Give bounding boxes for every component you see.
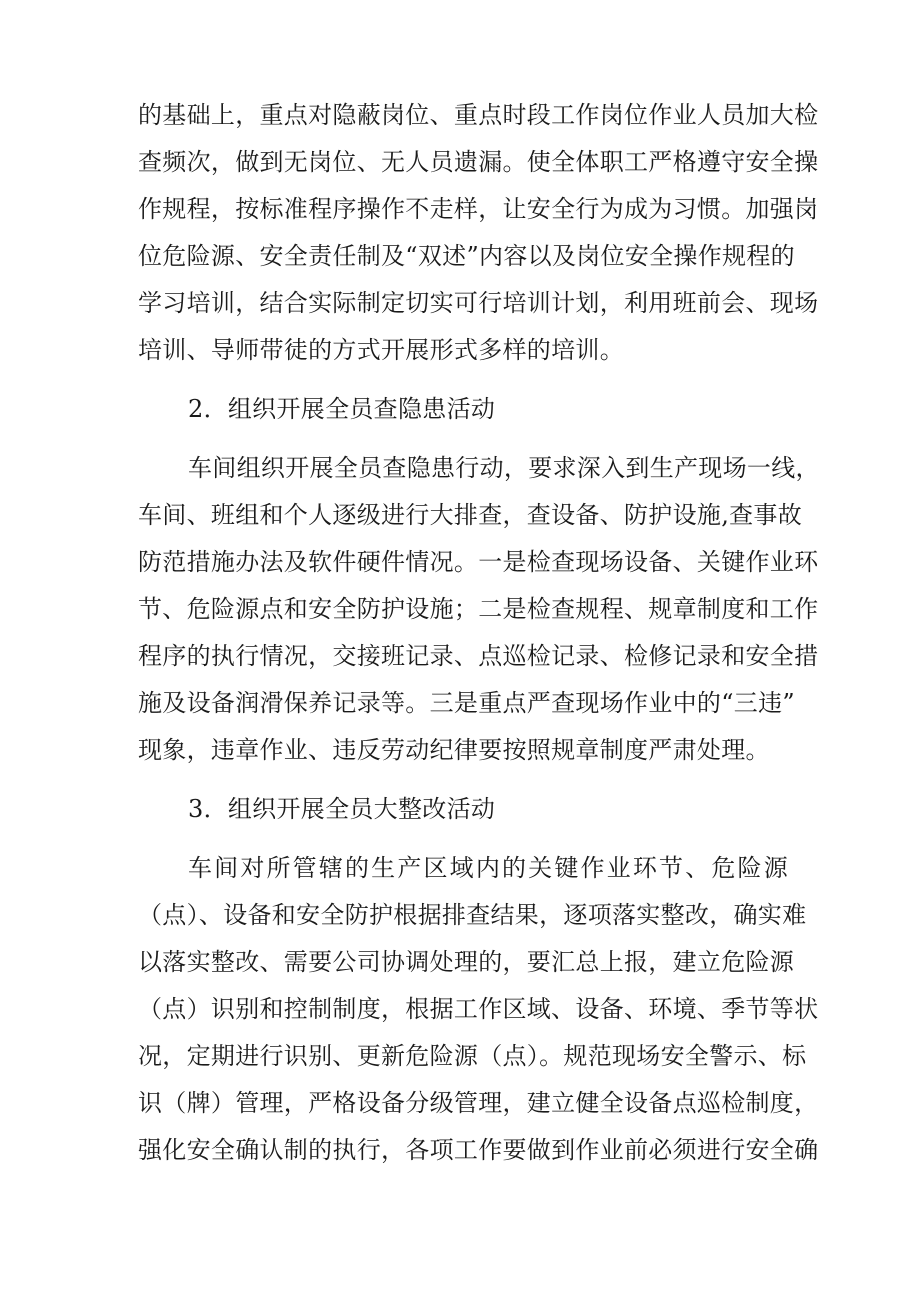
text-line: （点）识别和控制制度，根据工作区域、设备、环境、季节等状 [138, 995, 819, 1023]
text-line: 以落实整改、需要公司协调处理的，要汇总上报，建立危险源 [138, 948, 795, 976]
section-heading-3: 3．组织开展全员大整改活动 [188, 795, 496, 823]
text-line: 防范措施办法及软件硬件情况。一是检查现场设备、关键作业环 [138, 548, 819, 576]
document-body [138, 92, 820, 1174]
text-line: 现象，违章作业、违反劳动纪律要按照规章制度严肃处理。 [138, 736, 770, 764]
text-line: 强化安全确认制的执行，各项工作要做到作业前必须进行安全确 [138, 1136, 819, 1164]
text-line: 程序的执行情况，交接班记录、点巡检记录、检修记录和安全措 [138, 642, 819, 670]
text-line: 节、危险源点和安全防护设施；二是检查规程、规章制度和工作 [138, 595, 819, 623]
text-line: 位危险源、安全责任制及“双述”内容以及岗位安全操作规程的 [138, 242, 795, 270]
text-line: （点）、设备和安全防护根据排查结果，逐项落实整改，确实难 [138, 901, 807, 929]
text-line: 培训、导师带徒的方式开展形式多样的培训。 [138, 336, 624, 364]
text-line: 学习培训，结合实际制定切实可行培训计划，利用班前会、现场 [138, 289, 819, 317]
text-line: 车间对所管辖的生产区域内的关键作业环节、危险源 [188, 854, 788, 882]
text-line: 施及设备润滑保养记录等。三是重点严查现场作业中的“三违” [138, 689, 795, 717]
text-line: 作规程，按标准程序操作不走样，让安全行为成为习惯。加强岗 [138, 195, 819, 223]
text-line: 查频次，做到无岗位、无人员遗漏。使全体职工严格遵守安全操 [138, 148, 819, 176]
section-heading-2: 2．组织开展全员查隐患活动 [188, 395, 496, 423]
text-line: 的基础上，重点对隐蔽岗位、重点时段工作岗位作业人员加大检 [138, 101, 819, 129]
text-line: 车间组织开展全员查隐患行动，要求深入到生产现场一线， [188, 454, 820, 482]
text-line: 车间、班组和个人逐级进行大排查，查设备、防护设施,查事故 [138, 501, 803, 529]
paragraph-hazard-inspection [138, 445, 820, 774]
text-line: 识（牌）管理，严格设备分级管理，建立健全设备点巡检制度， [138, 1089, 819, 1117]
text-line: 况，定期进行识别、更新危险源（点）。规范现场安全警示、标 [138, 1042, 807, 1070]
paragraph-training [138, 92, 819, 374]
paragraph-rectification [138, 845, 819, 1174]
